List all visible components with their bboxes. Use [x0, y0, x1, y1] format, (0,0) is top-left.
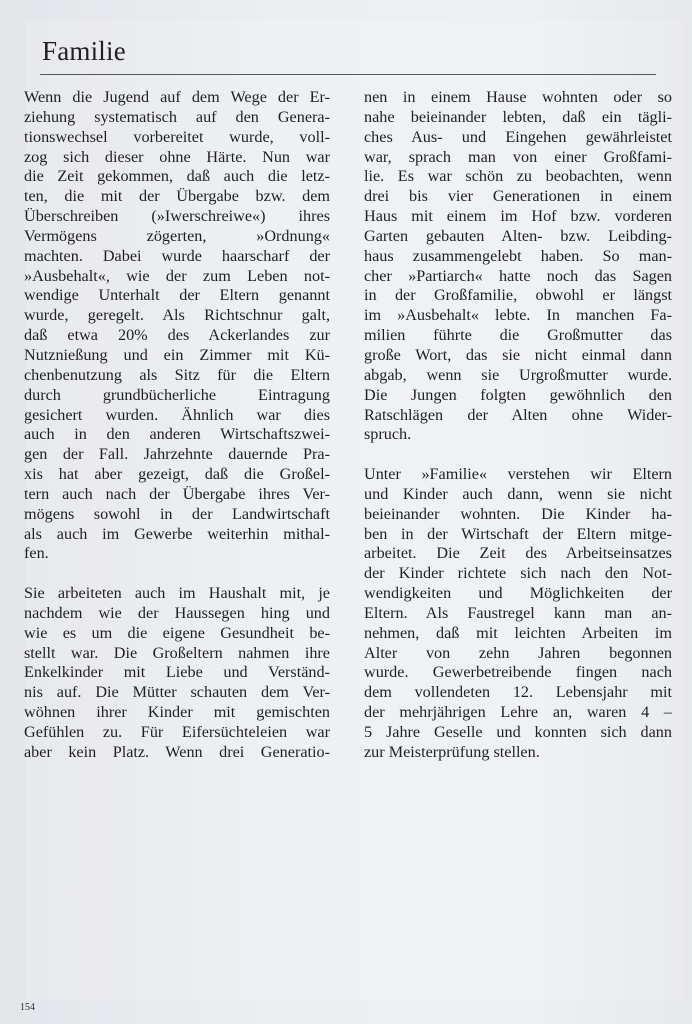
paragraph — [24, 88, 330, 564]
text-line: »Ausbehalt«, wie der zum Leben not- — [24, 266, 330, 285]
text-line: Vermögens zögerten, »Ordnung« — [24, 226, 330, 245]
text-line: 5 Jahre Geselle und konnten sich dann — [364, 723, 672, 741]
text-line: beieinander wohnten. Die Kinder ha- — [364, 504, 672, 523]
text-line: Überschreiben (»Iwerschreiwe«) ihres — [24, 207, 330, 226]
text-line: aber kein Platz. Wenn drei Generatio- — [24, 742, 330, 761]
text-line: Unter »Familie« verstehen wir Eltern — [364, 465, 672, 484]
page-title: Familie — [42, 36, 126, 66]
text-line: in der Großfamilie, obwohl er längst — [364, 286, 672, 305]
text-line: mögens sowohl in der Landwirtschaft — [24, 504, 330, 523]
text-line: gen der Fall. Jahrzehnte dauernde Pra- — [24, 445, 330, 464]
text-line: tionswechsel vorbereitet wurde, voll- — [24, 127, 330, 146]
text-line: und Kinder auch dann, wenn sie nicht — [364, 484, 672, 503]
text-line: große Wort, das sie nicht einmal dann — [364, 345, 672, 364]
text-line: Alter von zehn Jahren begonnen — [364, 643, 672, 662]
text-line: Gefühlen zu. Für Eifersüchteleien war — [24, 723, 330, 741]
text-line: Garten gebauten Alten- bzw. Leibding- — [364, 226, 672, 245]
text-line: Nutznießung und ein Zimmer mit Kü- — [24, 345, 330, 364]
text-line: der Kinder richtete sich nach den Not- — [364, 564, 672, 583]
text-line: Wenn die Jugend auf dem Wege der Er- — [24, 88, 330, 106]
text-line: Enkelkinder mit Liebe und Verständ- — [24, 663, 330, 682]
text-line: wendigkeiten und Möglichkeiten der — [364, 584, 672, 603]
text-line: Eltern. Als Faustregel kann man an- — [364, 603, 672, 622]
text-line: durch grundbücherliche Eintragung — [24, 385, 330, 404]
text-line: cher »Partiarch« hatte noch das Sagen — [364, 266, 672, 285]
text-line: wendige Unterhalt der Eltern genannt — [24, 286, 330, 305]
text-line: chenbenutzung als Sitz für die Eltern — [24, 365, 330, 384]
text-line: drei bis vier Generationen in einem — [364, 187, 672, 206]
text-line: war, sprach man von einer Großfami- — [364, 147, 672, 166]
text-line: im »Ausbehalt« lebte. In manchen Fa- — [364, 306, 672, 325]
text-line: auch in den anderen Wirtschaftszwei- — [24, 425, 330, 444]
text-line: nen in einem Hause wohnten oder so — [364, 88, 672, 106]
paragraph — [24, 584, 330, 763]
text-line: arbeitet. Die Zeit des Arbeitseinsatzes — [364, 544, 672, 563]
text-line: ches Aus- und Eingehen gewährleistet — [364, 127, 672, 146]
page-number: 154 — [20, 1002, 35, 1013]
text-line: zur Meisterprüfung stellen. — [364, 742, 540, 761]
text-line: die Zeit gekommen, daß auch die letz- — [24, 167, 330, 186]
text-line: dem vollendeten 12. Lebensjahr mit — [364, 683, 672, 702]
text-line: wurde. Gewerbetreibende fingen nach — [364, 663, 672, 682]
text-line: nachdem wie der Haussegen hing und — [24, 603, 330, 622]
text-line: lie. Es war schön zu beobachten, wenn — [364, 167, 672, 186]
text-line: stellt war. Die Großeltern nahmen ihre — [24, 643, 330, 662]
text-column-left — [24, 88, 330, 763]
text-line: nahe beieinander lebten, daß ein tägli- — [364, 107, 672, 126]
paragraph — [364, 465, 672, 763]
text-line: ben in der Wirtschaft der Eltern mitge- — [364, 524, 672, 543]
text-line: Ratschlägen der Alten ohne Wider- — [364, 405, 672, 424]
text-line: daß etwa 20% des Ackerlandes zur — [24, 326, 330, 345]
text-line: machten. Dabei wurde haarscharf der — [24, 246, 330, 265]
text-line: spruch. — [364, 425, 412, 444]
text-line: ziehung systematisch auf den Genera- — [24, 107, 330, 126]
paragraph-gap — [364, 445, 672, 465]
title-rule — [40, 74, 656, 75]
text-column-right — [364, 88, 672, 763]
text-line: der mehrjährigen Lehre an, waren 4 – — [364, 703, 672, 722]
text-line: ten, die mit der Übergabe bzw. dem — [24, 187, 330, 206]
text-line: Die Jungen folgten gewöhnlich den — [364, 385, 672, 404]
text-line: wurde, geregelt. Als Richtschnur galt, — [24, 306, 330, 325]
text-line: fen. — [24, 544, 49, 563]
text-line: milien führte die Großmutter das — [364, 326, 672, 345]
text-line: abgab, wenn sie Urgroßmutter wurde. — [364, 365, 672, 384]
text-line: Sie arbeiteten auch im Haushalt mit, je — [24, 584, 330, 603]
text-line: wie es um die eigene Gesundheit be- — [24, 623, 330, 642]
text-line: nehmen, daß mit leichten Arbeiten im — [364, 623, 672, 642]
paragraph-gap — [24, 564, 330, 584]
text-line: Haus mit einem im Hof bzw. vorderen — [364, 207, 672, 226]
text-line: haus zusammengelebt haben. So man- — [364, 246, 672, 265]
text-line: gesichert wurden. Ähnlich war dies — [24, 405, 330, 424]
paragraph — [364, 88, 672, 445]
text-line: zog sich dieser ohne Härte. Nun war — [24, 147, 330, 166]
text-line: als auch im Gewerbe weiterhin mithal- — [24, 524, 330, 543]
text-line: tern auch nach der Übergabe ihres Ver- — [24, 484, 330, 503]
text-line: wöhnen ihrer Kinder mit gemischten — [24, 703, 330, 722]
text-line: xis hat aber gezeigt, daß die Großel- — [24, 465, 330, 484]
text-line: nis auf. Die Mütter schauten dem Ver- — [24, 683, 330, 702]
